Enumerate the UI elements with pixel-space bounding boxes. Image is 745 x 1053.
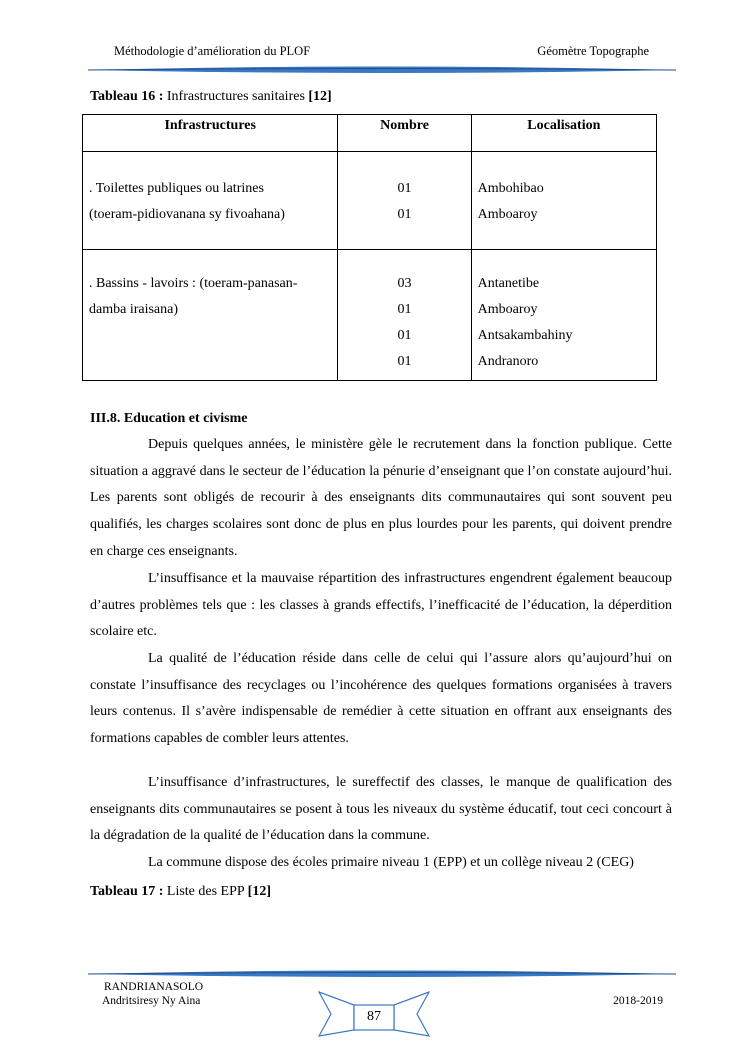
location-value: Amboaroy [477, 207, 538, 222]
header-rule [84, 64, 680, 76]
table16-caption [90, 89, 332, 105]
count-value: 01 [397, 328, 412, 343]
footer-author [104, 980, 203, 1008]
table17-caption [90, 884, 271, 900]
table16-caption-text: Infrastructures sanitaires [163, 89, 309, 104]
table-row [83, 250, 657, 381]
count-value: 01 [397, 354, 412, 369]
location-cell [471, 250, 656, 381]
infrastructure-name-line: damba iraisana) [89, 302, 179, 317]
count-value: 01 [397, 181, 412, 196]
footer-rule [84, 968, 680, 980]
body-paragraph: La commune dispose des écoles primaire niveau 1 (EPP) et un collège niveau 2 (CEG) [148, 855, 634, 870]
table17-caption-prefix: Tableau 17 : [90, 884, 164, 899]
sanitary-infrastructure-table [82, 114, 657, 381]
header-left-title: Méthodologie d’amélioration du PLOF [114, 44, 311, 58]
infrastructure-cell [83, 152, 338, 250]
count-value: 01 [397, 207, 412, 222]
location-value: Antanetibe [477, 276, 540, 291]
count-cell [338, 152, 471, 250]
page-number: 87 [367, 1009, 381, 1024]
footer-author-line1: RANDRIANASOLO [104, 981, 204, 993]
location-value: Antsakambahiny [477, 328, 573, 343]
location-cell [471, 152, 656, 250]
table16-caption-prefix: Tableau 16 : [90, 89, 164, 104]
body-paragraph: L’insuffisance et la mauvaise répartition des infrastructures engendrent également beaucoup d’autres problèmes tels que : les classes à grands effectifs, l’inefficacité de l’éducation, la déperdition scolaire etc. [90, 571, 672, 640]
footer-year: 2018-2019 [613, 995, 663, 1007]
location-value: Amboaroy [477, 302, 538, 317]
table17-caption-text: Liste des EPP [163, 884, 248, 899]
table-header-row [83, 115, 657, 152]
infrastructure-name-line: . Bassins - lavoirs : (toeram-panasan- [89, 276, 298, 291]
infrastructure-name-line: (toeram-pidiovanana sy fivoahana) [89, 207, 285, 222]
count-cell [338, 250, 471, 381]
count-value: 03 [397, 276, 412, 291]
table-row [83, 152, 657, 250]
table16-caption-ref: [12] [308, 89, 332, 104]
column-header-infrastructures: Infrastructures [83, 115, 338, 152]
body-paragraph: L’insuffisance d’infrastructures, le sureffectif des classes, le manque de qualification des enseignants dits communautaires se posent à tous les niveaux du système éducatif, tout ceci concourt à la dégradation de la qualité de l’éducation dans la commune. [90, 775, 672, 844]
table17-caption-ref: [12] [247, 884, 271, 899]
body-paragraph: Depuis quelques années, le ministère gèle le recrutement dans la fonction publique. Cette situation a aggravé dans le secteur de l’éducation la pénurie d’enseignant que l’on constate aujourd’hui. Les parents sont obligés de recourir à des enseignants dits communautaires qui sont souvent peu qualifiés, les charges scolaires sont donc de plus en plus lourdes pour les parents, qui doivent prendre en charge ces enseignants. [90, 437, 672, 559]
section-title: III.8. Education et civisme [90, 411, 248, 426]
column-header-localisation: Localisation [471, 115, 656, 152]
infrastructure-cell [83, 250, 338, 381]
header-right-title: Géomètre Topographe [537, 44, 649, 58]
count-value: 01 [397, 302, 412, 317]
body-paragraph: La qualité de l’éducation réside dans celle de celui qui l’assure alors qu’aujourd’hui on constate l’insuffisance des recyclages ou l’incohérence des quelques formations organisées à travers leurs contenus. Il s’avère indispensable de remédier à cette situation en offrant aux enseignants des formations capables de combler leurs attentes. [90, 651, 672, 747]
infrastructure-name-line: . Toilettes publiques ou latrines [89, 181, 264, 196]
location-value: Ambohibao [477, 181, 544, 196]
location-value: Andranoro [477, 354, 539, 369]
footer-author-line2: Andritsiresy Ny Aina [102, 995, 201, 1007]
column-header-nombre: Nombre [338, 115, 471, 152]
